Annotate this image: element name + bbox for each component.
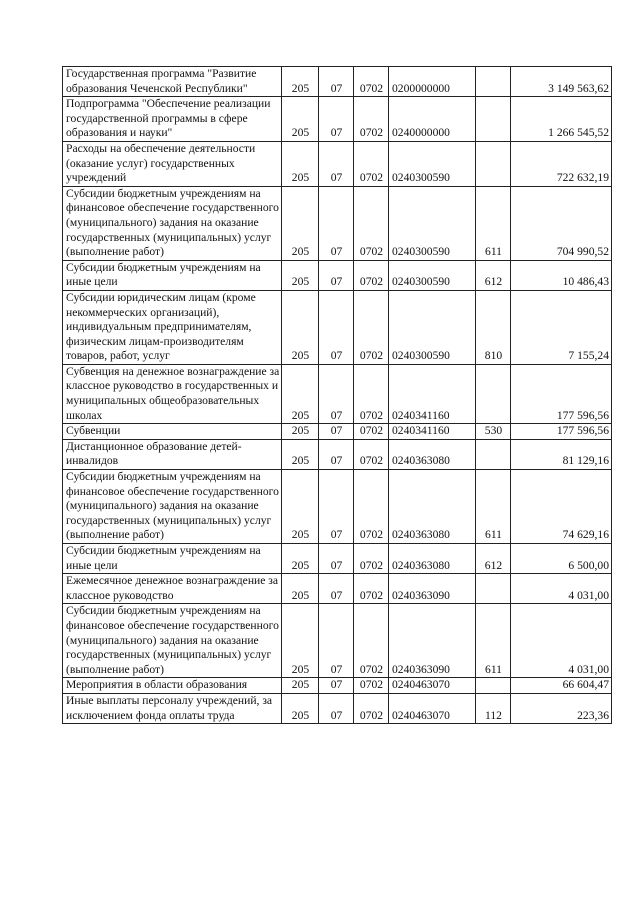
row-amount: 74 629,16 bbox=[511, 470, 612, 544]
row-grbs-code: 205 bbox=[282, 470, 319, 544]
row-subsection-code: 0702 bbox=[354, 260, 389, 290]
row-target-article-code: 0240363080 bbox=[389, 439, 476, 469]
row-target-article-code: 0240363080 bbox=[389, 470, 476, 544]
table-row bbox=[63, 574, 612, 604]
row-grbs-code: 205 bbox=[282, 186, 319, 260]
row-name: Расходы на обеспечение деятельности (оказание услуг) государственных учреждений bbox=[63, 141, 282, 186]
row-amount: 4 031,00 bbox=[511, 604, 612, 678]
table-row bbox=[63, 290, 612, 364]
row-target-article-code: 0240341160 bbox=[389, 424, 476, 440]
row-subsection-code: 0702 bbox=[354, 424, 389, 440]
row-name: Дистанционное образование детей-инвалидов bbox=[63, 439, 282, 469]
row-amount: 177 596,56 bbox=[511, 364, 612, 423]
row-grbs-code: 205 bbox=[282, 67, 319, 97]
row-amount: 10 486,43 bbox=[511, 260, 612, 290]
row-subsection-code: 0702 bbox=[354, 544, 389, 574]
table-row bbox=[63, 470, 612, 544]
row-target-article-code: 0240363090 bbox=[389, 574, 476, 604]
row-target-article-code: 0240341160 bbox=[389, 364, 476, 423]
row-grbs-code: 205 bbox=[282, 544, 319, 574]
row-amount: 1 266 545,52 bbox=[511, 97, 612, 142]
table-row bbox=[63, 141, 612, 186]
row-name: Мероприятия в области образования bbox=[63, 678, 282, 694]
table-row bbox=[63, 97, 612, 142]
row-grbs-code: 205 bbox=[282, 574, 319, 604]
table-row bbox=[63, 186, 612, 260]
row-grbs-code: 205 bbox=[282, 97, 319, 142]
row-section-code: 07 bbox=[319, 260, 354, 290]
budget-table bbox=[62, 66, 612, 724]
row-amount: 704 990,52 bbox=[511, 186, 612, 260]
row-amount: 177 596,56 bbox=[511, 424, 612, 440]
row-subsection-code: 0702 bbox=[354, 290, 389, 364]
row-subsection-code: 0702 bbox=[354, 67, 389, 97]
row-expense-type-code bbox=[476, 678, 511, 694]
table-row bbox=[63, 693, 612, 723]
row-name: Иные выплаты персоналу учреждений, за исключением фонда оплаты труда bbox=[63, 693, 282, 723]
row-expense-type-code bbox=[476, 574, 511, 604]
row-grbs-code: 205 bbox=[282, 141, 319, 186]
table-row bbox=[63, 544, 612, 574]
row-expense-type-code bbox=[476, 141, 511, 186]
row-grbs-code: 205 bbox=[282, 678, 319, 694]
row-section-code: 07 bbox=[319, 574, 354, 604]
row-expense-type-code: 810 bbox=[476, 290, 511, 364]
row-expense-type-code bbox=[476, 439, 511, 469]
row-expense-type-code bbox=[476, 364, 511, 423]
row-subsection-code: 0702 bbox=[354, 678, 389, 694]
table-row bbox=[63, 364, 612, 423]
row-target-article-code: 0240463070 bbox=[389, 678, 476, 694]
row-target-article-code: 0240300590 bbox=[389, 290, 476, 364]
row-name: Ежемесячное денежное вознаграждение за классное руководство bbox=[63, 574, 282, 604]
row-name: Субвенция на денежное вознаграждение за классное руководство в государственных и муниципальных общеобразовательных школах bbox=[63, 364, 282, 423]
row-section-code: 07 bbox=[319, 67, 354, 97]
table-row bbox=[63, 67, 612, 97]
row-grbs-code: 205 bbox=[282, 439, 319, 469]
row-amount: 4 031,00 bbox=[511, 574, 612, 604]
row-expense-type-code bbox=[476, 97, 511, 142]
row-grbs-code: 205 bbox=[282, 290, 319, 364]
row-section-code: 07 bbox=[319, 424, 354, 440]
row-name: Субвенции bbox=[63, 424, 282, 440]
row-section-code: 07 bbox=[319, 186, 354, 260]
row-subsection-code: 0702 bbox=[354, 470, 389, 544]
row-subsection-code: 0702 bbox=[354, 97, 389, 142]
row-expense-type-code: 530 bbox=[476, 424, 511, 440]
row-grbs-code: 205 bbox=[282, 364, 319, 423]
row-name: Субсидии бюджетным учреждениям на иные цели bbox=[63, 544, 282, 574]
row-section-code: 07 bbox=[319, 439, 354, 469]
table-row bbox=[63, 678, 612, 694]
row-target-article-code: 0240463070 bbox=[389, 693, 476, 723]
row-target-article-code: 0240300590 bbox=[389, 141, 476, 186]
row-subsection-code: 0702 bbox=[354, 439, 389, 469]
row-section-code: 07 bbox=[319, 141, 354, 186]
row-amount: 722 632,19 bbox=[511, 141, 612, 186]
row-name: Государственная программа "Развитие образования Чеченской Республики" bbox=[63, 67, 282, 97]
row-expense-type-code bbox=[476, 67, 511, 97]
row-section-code: 07 bbox=[319, 364, 354, 423]
row-subsection-code: 0702 bbox=[354, 364, 389, 423]
row-expense-type-code: 611 bbox=[476, 470, 511, 544]
row-target-article-code: 0240000000 bbox=[389, 97, 476, 142]
row-name: Субсидии бюджетным учреждениям на финансовое обеспечение государственного (муниципального) задания на оказание государственных (муниципальных) услуг (выполнение работ) bbox=[63, 186, 282, 260]
row-subsection-code: 0702 bbox=[354, 141, 389, 186]
row-expense-type-code: 112 bbox=[476, 693, 511, 723]
row-section-code: 07 bbox=[319, 678, 354, 694]
row-name: Субсидии бюджетным учреждениям на финансовое обеспечение государственного (муниципального) задания на оказание государственных (муниципальных) услуг (выполнение работ) bbox=[63, 604, 282, 678]
row-name: Субсидии юридическим лицам (кроме некоммерческих организаций), индивидуальным предпринимателям, физическим лицам-производителям товаров, работ, услуг bbox=[63, 290, 282, 364]
table-row bbox=[63, 439, 612, 469]
row-grbs-code: 205 bbox=[282, 693, 319, 723]
row-name: Подпрограмма "Обеспечение реализации государственной программы в сфере образования и науки" bbox=[63, 97, 282, 142]
row-name: Субсидии бюджетным учреждениям на иные цели bbox=[63, 260, 282, 290]
row-amount: 3 149 563,62 bbox=[511, 67, 612, 97]
row-amount: 81 129,16 bbox=[511, 439, 612, 469]
row-section-code: 07 bbox=[319, 470, 354, 544]
row-amount: 223,36 bbox=[511, 693, 612, 723]
row-target-article-code: 0200000000 bbox=[389, 67, 476, 97]
row-subsection-code: 0702 bbox=[354, 186, 389, 260]
row-target-article-code: 0240363080 bbox=[389, 544, 476, 574]
row-subsection-code: 0702 bbox=[354, 693, 389, 723]
table-row bbox=[63, 424, 612, 440]
row-grbs-code: 205 bbox=[282, 604, 319, 678]
row-subsection-code: 0702 bbox=[354, 574, 389, 604]
budget-table-body bbox=[63, 67, 612, 724]
table-row bbox=[63, 604, 612, 678]
row-subsection-code: 0702 bbox=[354, 604, 389, 678]
row-expense-type-code: 611 bbox=[476, 186, 511, 260]
row-target-article-code: 0240363090 bbox=[389, 604, 476, 678]
row-target-article-code: 0240300590 bbox=[389, 186, 476, 260]
row-expense-type-code: 612 bbox=[476, 260, 511, 290]
row-section-code: 07 bbox=[319, 290, 354, 364]
row-name: Субсидии бюджетным учреждениям на финансовое обеспечение государственного (муниципального) задания на оказание государственных (муниципальных) услуг (выполнение работ) bbox=[63, 470, 282, 544]
row-expense-type-code: 612 bbox=[476, 544, 511, 574]
row-section-code: 07 bbox=[319, 544, 354, 574]
row-amount: 66 604,47 bbox=[511, 678, 612, 694]
row-section-code: 07 bbox=[319, 604, 354, 678]
row-section-code: 07 bbox=[319, 97, 354, 142]
row-target-article-code: 0240300590 bbox=[389, 260, 476, 290]
table-row bbox=[63, 260, 612, 290]
row-expense-type-code: 611 bbox=[476, 604, 511, 678]
row-grbs-code: 205 bbox=[282, 424, 319, 440]
row-amount: 6 500,00 bbox=[511, 544, 612, 574]
row-grbs-code: 205 bbox=[282, 260, 319, 290]
row-amount: 7 155,24 bbox=[511, 290, 612, 364]
row-section-code: 07 bbox=[319, 693, 354, 723]
